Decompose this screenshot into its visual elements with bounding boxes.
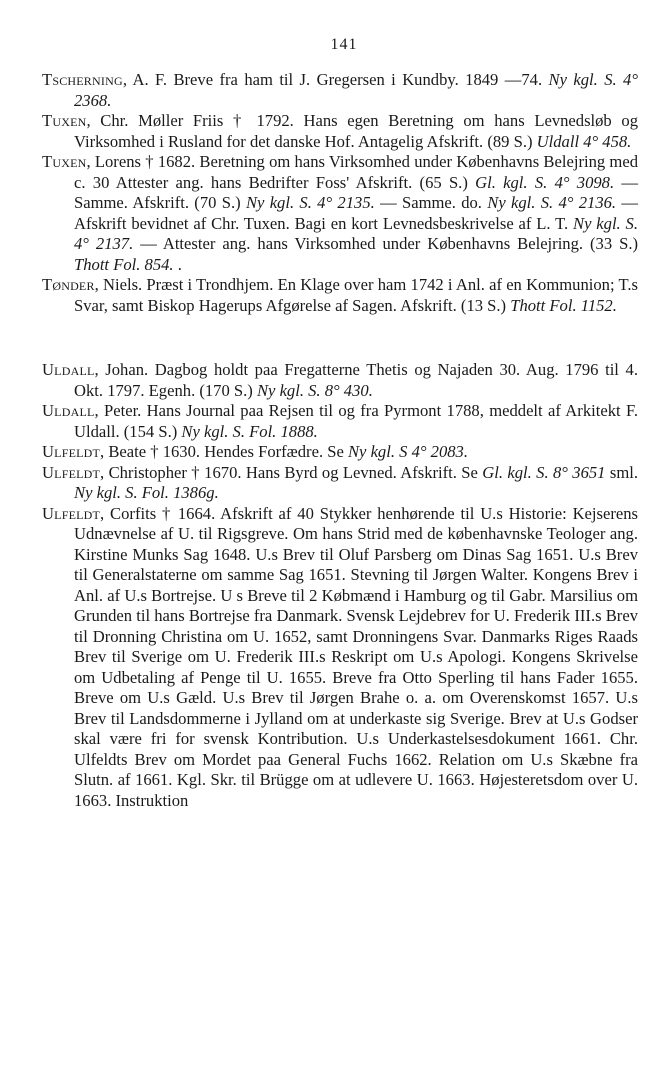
catalog-entry: [42, 401, 638, 442]
catalog-entry: [42, 152, 638, 275]
entry-surname: Tuxen: [42, 111, 87, 130]
entry-text: — Afskrift bevidnet af Chr. Tuxen. Bagi en kort Levnedsbeskrivelse af L. T.: [74, 193, 638, 233]
shelfmark: Uldall 4° 458.: [536, 131, 632, 151]
entry-text: — Samme. do.: [374, 193, 488, 212]
shelfmark: Ny kgl. S. Fol. 1386g.: [74, 483, 219, 502]
entry-text: , Corfits † 1664. Afskrift af 40 Stykker henhørende til U.s Historie: Kejserens Udnævnelse af U. til Rigsgreve. Om hans Strid med de københavnske Teologer ang. Kirstine Munks Sag 1648. U.s Brev til Oluf Parsberg om Dinas Sag 1651. U.s Brev til Generalstaterne om samme Sag 1651. Stevning til Jørgen Walter. Kongens Brev i Anl. af U.s Bortrejse. U s Breve til 2 Købmænd i Hamburg og til Gabr. Marsilius om Grunden til hans Bortrejse fra Danmark. Svensk Lejdebrev for U. Frederik III.s Brev til Dronning Christina om U. 1652, samt Dronningens Svar. Danmarks Riges Raads Brev til Sverige om U. Frederik III.s Reskript om U.s Apologi. Kongens Skrivelse om Udbetaling af Penge til U. 1655. Breve fra Otto Sperling til hans Fader 1655. Breve om U.s Gæld. U.s Brev til Jørgen Brahe o. a. om Overenskomst 1657. U.s Brev til Landsdommerne i Jylland om at underkaste sig Sverige. Brev at U.s Godser skal være fri for svensk Kontribution. U.s Underkastelsesdokument 1661. Chr. Ulfeldts Brev om Mordet paa General Fuchs 1662. Relation om U.s Skæbne fra Slutn. af 1661. Kgl. Skr. til Brügge om at udlevere U. 1663. Højesteretsdom over U. 1663. Instruktion: [74, 503, 638, 810]
entry-text: , Peter. Hans Journal paa Rejsen til og fra Pyrmont 1788, meddelt af Arkitekt F. Uldall. (154 S.): [74, 401, 638, 441]
page-number: 141: [330, 36, 358, 53]
shelfmark: Ny kgl. S. 4° 2137.: [74, 213, 638, 253]
catalog-entry: [42, 275, 638, 316]
shelfmark: Ny kgl. S. 8° 430.: [256, 380, 373, 400]
shelfmark: Thott Fol. 1152.: [510, 295, 617, 315]
shelfmark: Gl. kgl. S. 4° 3098.: [475, 172, 615, 192]
catalog-entry: [42, 111, 638, 152]
catalog-entry: [42, 504, 638, 812]
entry-surname: Ulfeldt: [42, 503, 101, 523]
entry-surname: Tuxen: [42, 152, 87, 171]
entry-surname: Ulfeldt: [42, 462, 101, 482]
catalog-section: [42, 70, 638, 316]
catalog-section: [42, 360, 638, 811]
shelfmark: Gl. kgl. S. 8° 3651: [482, 462, 606, 482]
entry-text: — Samme. Afskrift. (70 S.): [74, 172, 638, 212]
shelfmark: Ny kgl. S. 4° 2368.: [74, 70, 638, 110]
entry-surname: Uldall: [42, 401, 95, 420]
entry-text: , Lorens † 1682. Beretning om hans Virksomhed under Københavns Belejring med c. 30 Attester ang. hans Bedrifter Foss' Afskrift. (65 S.): [74, 152, 638, 192]
catalog-entries: [42, 70, 638, 811]
shelfmark: Thott Fol. 854.: [74, 254, 174, 274]
entry-text: — Attester ang. hans Virksomhed under Københavns Belejring. (33 S.): [133, 234, 638, 253]
entry-text: sml.: [605, 462, 638, 482]
catalog-entry: [42, 442, 638, 463]
shelfmark: Ny kgl. S. 4° 2135.: [245, 193, 375, 212]
entry-text: , Johan. Dagbog holdt paa Fregatterne Thetis og Najaden 30. Aug. 1796 til 4. Okt. 1797. Egenh. (170 S.): [74, 360, 638, 400]
entry-surname: Uldall: [42, 360, 95, 379]
catalog-entry: [42, 463, 638, 504]
shelfmark: Ny kgl. S 4° 2083.: [347, 442, 468, 461]
entry-text: , A. F. Breve fra ham til J. Gregersen i Kundby. 1849 —74.: [122, 70, 549, 89]
entry-text: .: [173, 254, 182, 274]
entry-text: , Beate † 1630. Hendes Forfædre. Se: [100, 442, 348, 461]
catalog-entry: [42, 360, 638, 401]
catalog-entry: [42, 70, 638, 111]
entry-surname: Tønder: [42, 275, 95, 294]
shelfmark: Ny kgl. S. Fol. 1888.: [181, 421, 318, 441]
entry-text: , Chr. Møller Friis † 1792. Hans egen Beretning om hans Levnedsløb og Virksomhed i Rusland for det danske Hof. Antagelig Afskrift. (89 S.): [74, 111, 638, 151]
entry-text: , Niels. Præst i Trondhjem. En Klage over ham 1742 i Anl. af en Kommunion; T.s Svar, samt Biskop Hagerups Afgørelse af Sagen. Afskrift. (13 S.): [74, 275, 638, 315]
entry-text: , Christopher † 1670. Hans Byrd og Levned. Afskrift. Se: [100, 462, 483, 482]
entry-surname: Tscherning: [42, 70, 123, 89]
shelfmark: Ny kgl. S. 4° 2136.: [487, 193, 617, 212]
document-page: [42, 36, 638, 811]
entry-surname: Ulfeldt: [42, 442, 101, 461]
